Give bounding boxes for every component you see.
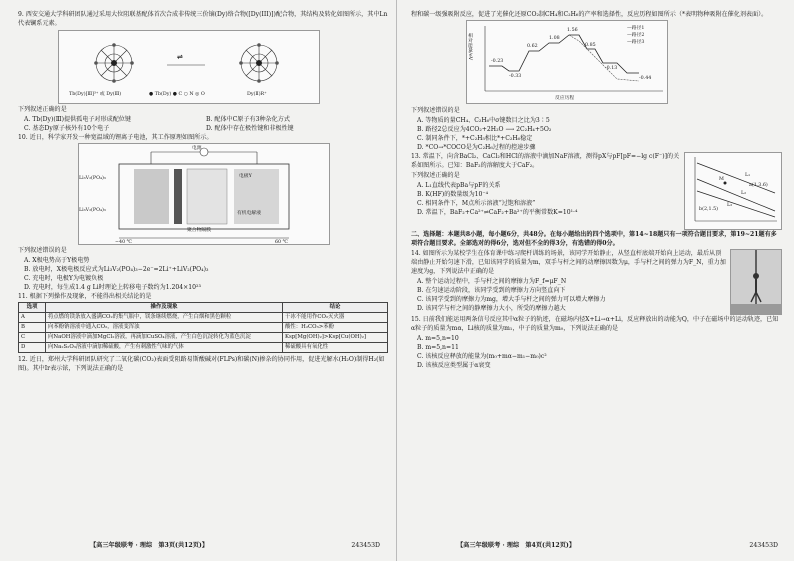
legend-item: —路径3 xyxy=(627,40,645,45)
q15-option-d: D. 该核反应类型属于α衰变 xyxy=(417,362,491,369)
table-cell: 酸性：H₂CO₃>苯酚 xyxy=(283,323,388,333)
q11-header-operation: 操作及现象 xyxy=(46,303,283,313)
q10-option-d: D. 充电时，每生成1.4 g Li时理论上转移电子数约为1.204×10²³ xyxy=(24,284,201,291)
table-cell: C xyxy=(19,333,46,343)
section-2-heading: 二、选择题：本题共8小题，每小题6分，共48分。在每小题给出的四个选项中，第14~18题只有一项符合题目要求，第19~21题有多项符合题目要求。全部选对的得6分，选对但不全的得3分，有选错的得0分。 xyxy=(411,231,777,247)
q9-option-d: D. 配体中存在极性键和非极性键 xyxy=(206,125,294,132)
table-cell: D xyxy=(19,343,46,353)
q14-photo xyxy=(730,249,782,315)
q15-stem: 15. 日前我们能运用两条信号反应其中α粒子的轨迹，在磁场内径X+Li→α+Li，反应释放出的动能为Q，中子在磁场中的运动轨迹，已知α粒子的质量为mα，Li核的质量为m₁，中子的质量为m₀，下列说法正确的是 xyxy=(411,316,779,332)
q13-line-l2: L₂ xyxy=(741,191,747,196)
energy-value: 1.08 xyxy=(549,36,560,41)
q10-option-a: A. X极电势高于Y极电势 xyxy=(24,257,90,264)
energy-profile-chart xyxy=(466,20,668,104)
energy-ylabel: 相对能量/eV xyxy=(467,33,472,61)
left-footer-code: 243453D xyxy=(351,542,380,549)
svg-text:⇌: ⇌ xyxy=(177,53,183,61)
left-footer-title: 【高三年级联考 · 理综 第3页(共12页)】 xyxy=(90,542,209,549)
table-row xyxy=(19,313,388,323)
table-row xyxy=(19,333,388,343)
legend-item: —路径1 xyxy=(627,26,645,31)
q12-option-b: B. 路径2总反应为4CO₂+2H₂O ⟶ 2C₂H₄+5O₂ xyxy=(417,126,552,133)
q10-electrode-label-1: Li₃V₂(PO₄)₃ xyxy=(79,176,106,181)
q9-structure-figure xyxy=(58,30,320,104)
q9-options xyxy=(24,115,388,133)
table-row xyxy=(19,323,388,333)
q12-continuation: 程和碳一级强吸附反应，促进了光催化还原CO₂制CH₄和C₂H₆的产率和选择性，反应历程如图所示（*表明物种吸附在催化剂表面）。 xyxy=(411,11,768,18)
q10-power-label: 电源 xyxy=(192,146,202,151)
q14-block xyxy=(411,249,782,315)
q14-option-b: B. 在匀速运动阶段，该同学受到的摩擦力方向竖直向下 xyxy=(417,287,566,294)
q14-option-d: D. 该同学与杆之间的静摩擦力大小，所受的摩擦力越大 xyxy=(417,305,566,312)
q12-stem: 12. 近日，郑州大学科研团队研究了二氧化碳(CO₂)表面受阻路易斯酸碱对(FLPs)和碳(N)掺杂的协同作用，促进光解水(H₂O)制得H₂(如图)。其中Ir表示铱，下列说法正确的是 xyxy=(18,356,385,372)
q11-stem: 11. 根据下列操作及现象，不能得出相关结论的是 xyxy=(18,293,152,300)
q15-option-c: C. 该核反应释放的能量为(m₀+mα−m₁−m₀)c² xyxy=(417,353,547,360)
q11-header-conclusion: 结论 xyxy=(283,303,388,313)
q13-chart xyxy=(684,152,782,230)
q13-stem: 13. 常温下，向含BaCl₂、CaCl₂和HCl的溶液中滴加NaF溶液，测得pX与pF[pF=−lg c(F⁻)]的关系如图所示。已知：BaF₂的溶解度大于CaF₂。 xyxy=(411,153,680,169)
q9-option-b: B. 配体中C原子有3种杂化方式 xyxy=(206,116,290,123)
q14-option-c: C. 该同学受到的摩擦力为mg，增大手与杆之间的弹力可以增大摩擦力 xyxy=(417,296,606,303)
right-footer-title: 【高三年级联考 · 理综 第4页(共12页)】 xyxy=(457,542,576,549)
energy-value: 1.56 xyxy=(567,28,578,33)
q10-temp-right: 60 ℃ xyxy=(275,240,288,245)
q13-point-b: b(2,1.5) xyxy=(699,207,719,212)
q13-point-m: M xyxy=(719,177,724,182)
q10-question: 下列叙述错误的是 xyxy=(18,247,67,254)
q15-option-b: B. m=5,n=11 xyxy=(417,344,459,351)
q9-stem: 9. 西安交通大学科研团队通过采用大位阻联基配体首次合成非传统三价镝(Dy)络合物([Dy(III)])配合物，其结构及转化如图所示，其中Ln代表镧系元素。 xyxy=(18,11,388,27)
q10-electrolyte-label: 有机电解液 xyxy=(237,211,261,216)
q9-option-c: C. 基态Dy原子核外有10个电子 xyxy=(24,125,110,132)
q13-option-a: A. L₁直线代表pBa与pF的关系 xyxy=(417,182,501,189)
table-cell: 干冰不能用作CO₂灭火器 xyxy=(283,313,388,323)
q10-option-b: B. 放电时，X极电极反应式为Li₃V₂(PO₄)₃−2e⁻=2Li⁺+LiV₂(PO₄)₃ xyxy=(24,266,209,273)
q13-question: 下列叙述正确的是 xyxy=(411,172,460,179)
q14-stem: 14. 如图所示为某校学生在体育课中练习爬杆训练的场景，该同学开始静止，从竖直杆底端开始向上运动，最后从顶端由静止开始匀速下滑，已知该同学的质量为m，双手与杆之间的动摩擦因数为μ，手与杆之间的弹力为F_N，重力加速度为g，下列说法中正确的是 xyxy=(411,250,726,275)
table-cell: 稀硫酸具有氧化性 xyxy=(283,343,388,353)
q9-question: 下列叙述正确的是 xyxy=(18,106,67,113)
q12-question: 下列叙述错误的是 xyxy=(411,107,460,114)
table-cell: 向苯酚钠溶液中通入CO₂，溶液变浑浊 xyxy=(46,323,283,333)
q10-membrane-label: 聚合物隔膜 xyxy=(187,228,211,233)
q10-temp-left: −40 ℃ xyxy=(115,240,133,245)
q13-option-c: C. 相同条件下，M点所示溶液“过饱和溶液” xyxy=(417,200,536,207)
climbing-pole-image xyxy=(731,250,781,314)
table-cell: 将点燃的镁条放入盛满CO₂的集气瓶中，镁条继续燃烧，产生白烟和黑色颗粒 xyxy=(46,313,283,323)
energy-value: -0.13 xyxy=(605,66,618,71)
table-row xyxy=(19,343,388,353)
q13-block xyxy=(411,152,782,230)
q13-text xyxy=(411,152,680,230)
table-cell: A xyxy=(19,313,46,323)
energy-value: 0.62 xyxy=(527,44,538,49)
right-footer-code: 243453D xyxy=(749,542,778,549)
q11-table-header xyxy=(19,303,388,313)
legend-item: —路径2 xyxy=(627,33,645,38)
q13-point-a: a(1,3.6) xyxy=(749,183,768,188)
q9-fig-left-caption: Tb(Dy)[Ⅲ]³⁺ 或 Dy(Ⅲ) xyxy=(69,92,122,97)
q11-header-option: 选项 xyxy=(19,303,46,313)
table-cell: B xyxy=(19,323,46,333)
q13-line-l1: L₁ xyxy=(745,173,751,178)
q9-fig-right-caption: Dy(Ⅱ)R⁺ xyxy=(247,92,267,97)
q9-option-a: A. Tb(Dy)(Ⅲ)提供孤电子对形成配位键 xyxy=(24,116,131,123)
q10-option-c: C. 充电时，电极Y为电镀负极 xyxy=(24,275,104,282)
q13-line-l3: L₃ xyxy=(727,203,733,208)
q15-option-a: A. m=5,n=10 xyxy=(417,335,459,342)
energy-legend xyxy=(627,25,644,46)
table-cell: Ksp[Mg(OH)₂]>Ksp[Cu(OH)₂] xyxy=(283,333,388,343)
q12-option-c: C. 制同条件下，*+C₂H₅相比*+C₂H₆稳定 xyxy=(417,135,533,142)
energy-value: -0.33 xyxy=(509,74,522,79)
table-cell: 向Na₂S₂O₃溶液中滴加稀硫酸，产生有刺激性气味的气体 xyxy=(46,343,283,353)
q10-electrode-y-label: 电极Y xyxy=(239,174,252,179)
q9-fig-legend: ● Tb(Dy) ● C ○ N ◎ O xyxy=(149,92,205,97)
table-cell: 向NaOH溶液中滴加MgCl₂溶液，再滴加CuSO₄溶液，产生白色沉淀转化为蓝色沉淀 xyxy=(46,333,283,343)
q14-text xyxy=(411,249,726,315)
energy-value: -0.23 xyxy=(491,59,504,64)
right-page xyxy=(397,0,794,561)
q10-battery-figure xyxy=(78,143,330,245)
q10-stem: 10. 近日，科学家开发一种宽温域的锂离子电池，其工作原理如图所示。 xyxy=(18,134,213,141)
energy-value: 0.85 xyxy=(585,43,596,48)
energy-value: -0.44 xyxy=(639,76,652,81)
energy-xlabel: 反应历程 xyxy=(555,96,575,101)
q10-electrode-label-2: Li₃V₂(PO₄)₃ xyxy=(79,208,106,213)
q13-option-b: B. K(HF)的数量级为10⁻⁴ xyxy=(417,191,489,198)
q12-option-d: D. *CO→*COCO是为C₂H₆过程的控速步骤 xyxy=(417,144,536,151)
q13-chart-svg xyxy=(685,153,781,229)
q13-option-d: D. 常温下，BaF₂+Ca²⁺⇌CaF₂+Ba²⁺的平衡常数K=10¹·⁴ xyxy=(417,209,578,216)
q11-table xyxy=(18,302,388,353)
q12-option-a: A. 等物质的量CH₄、C₂H₆中σ键数目之比为3∶5 xyxy=(417,117,550,124)
q14-option-a: A. 整个运动过程中，手与杆之间的摩擦力为F_f=μF_N xyxy=(417,278,567,285)
